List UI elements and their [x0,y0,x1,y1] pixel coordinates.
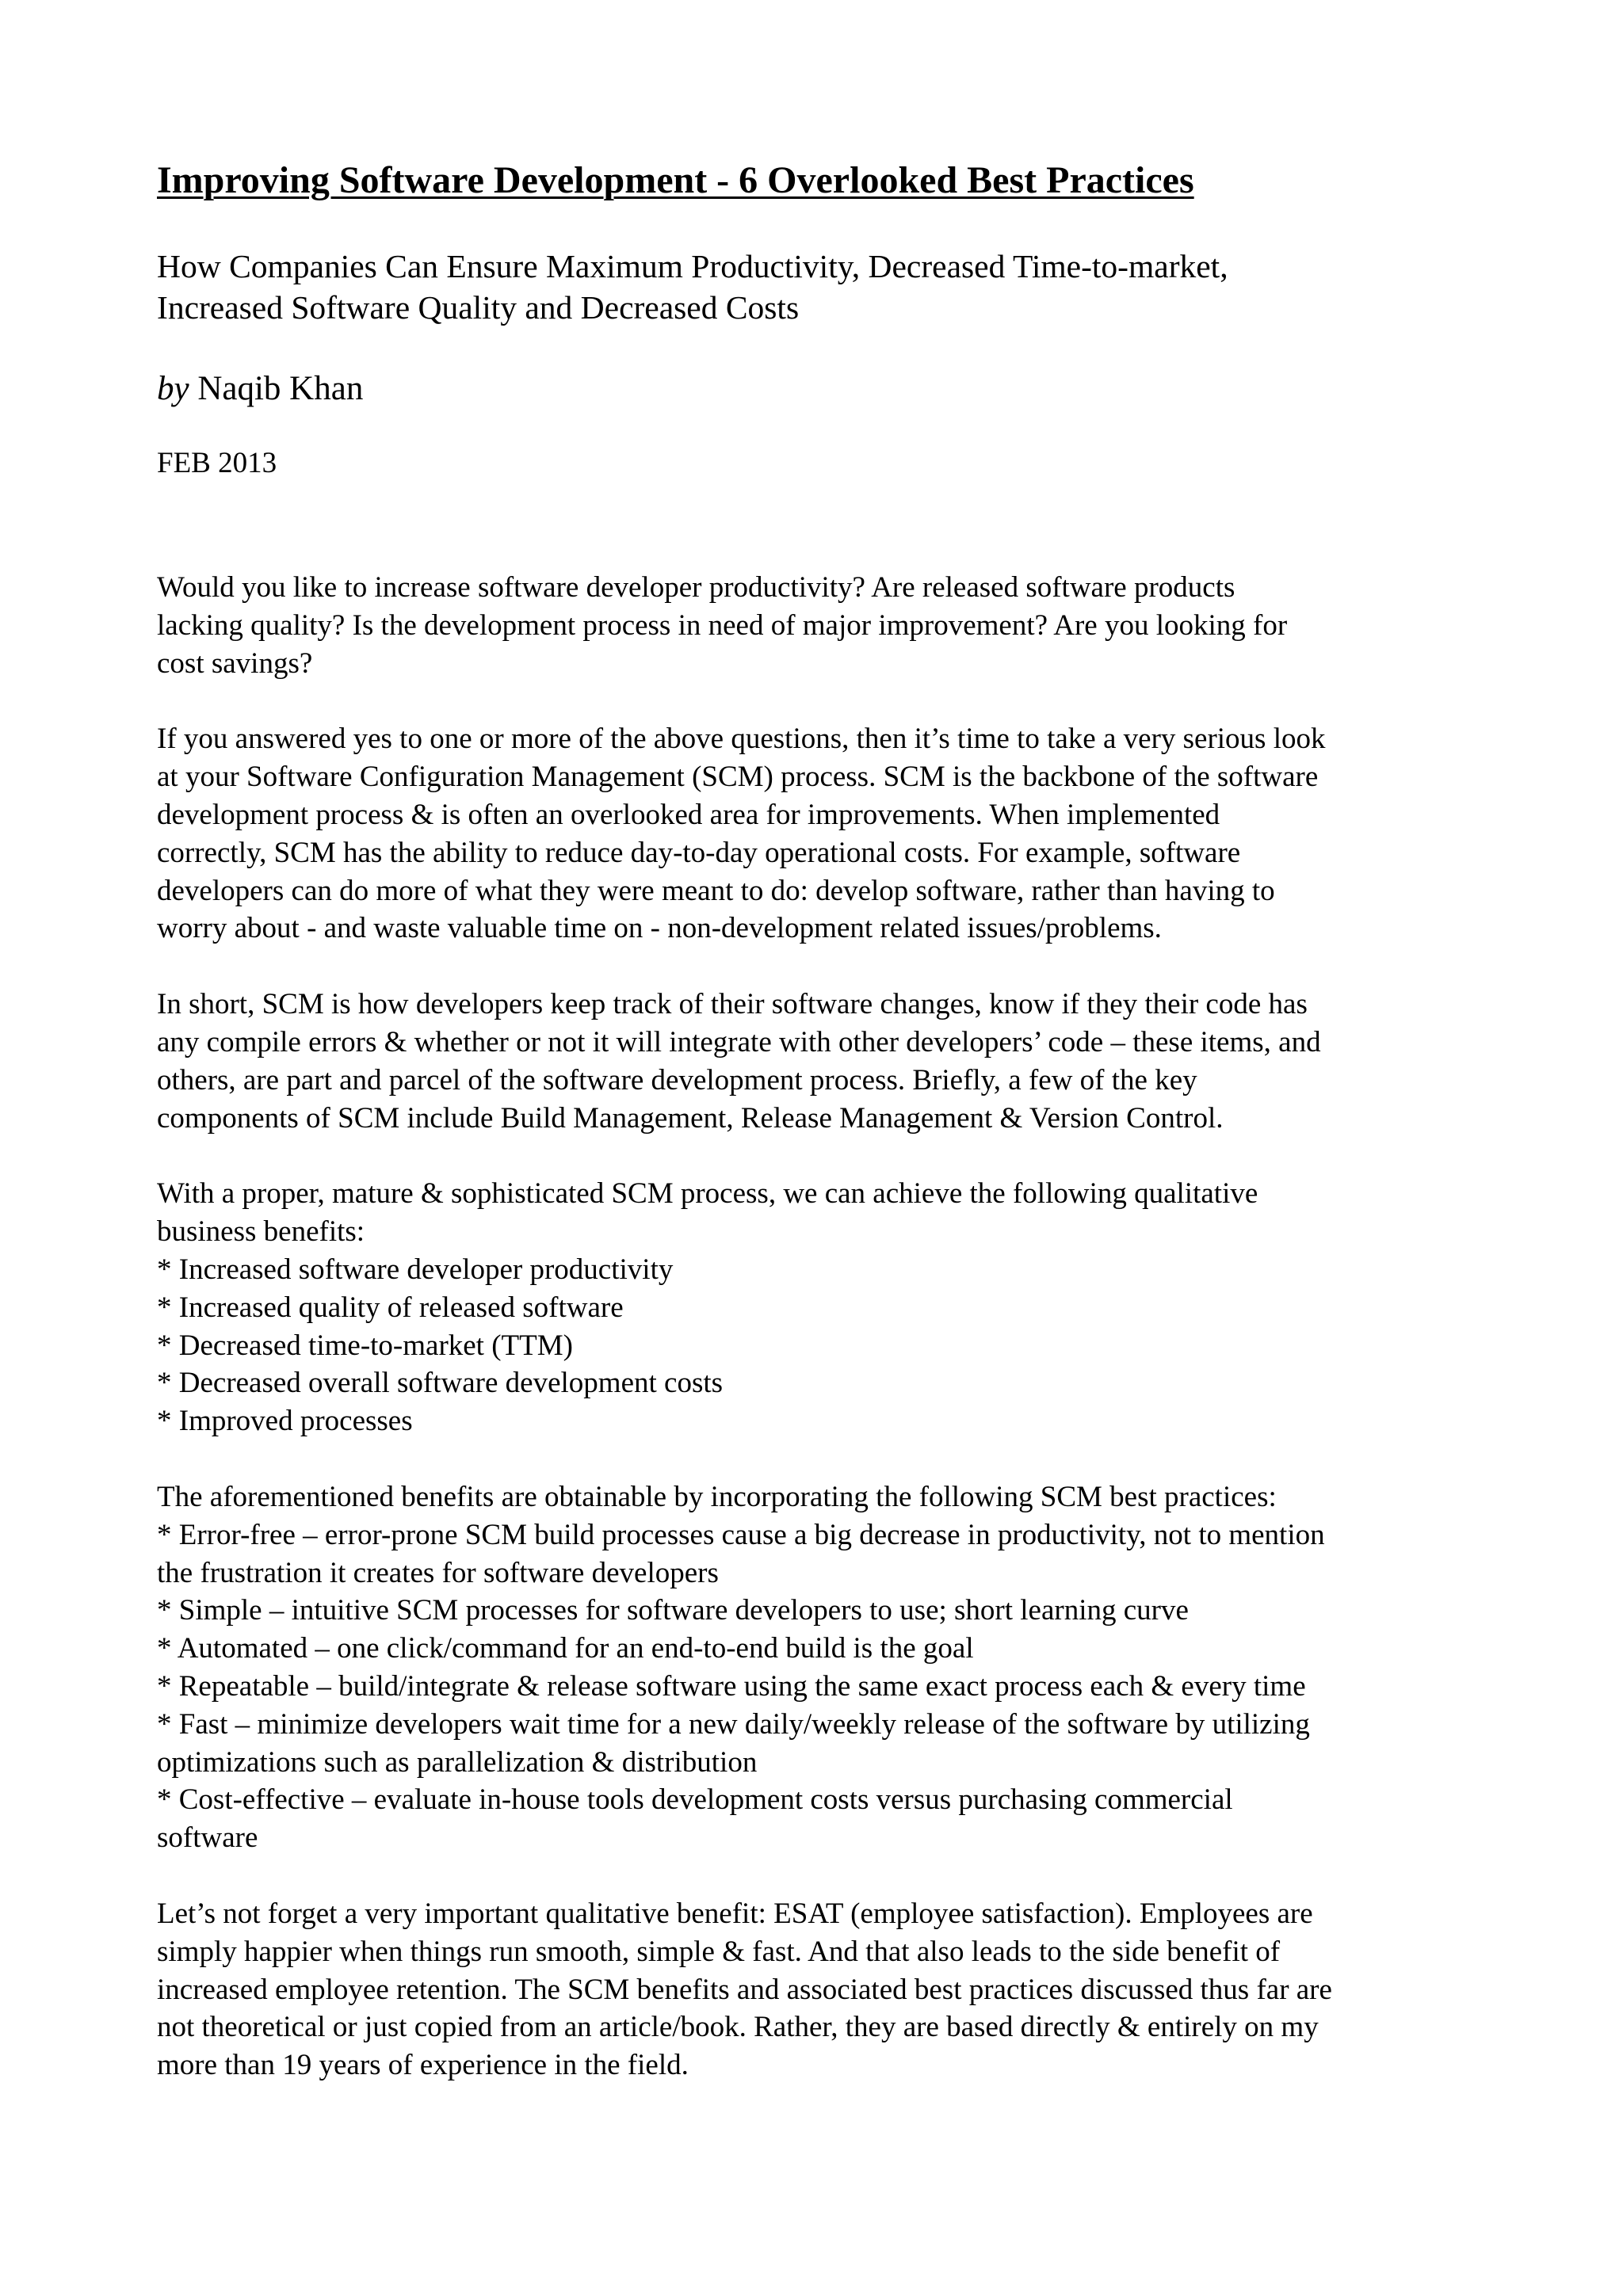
text-line: lacking quality? Is the development process in need of major improvement? Are you looking for [157,608,1288,642]
text-line: Let’s not forget a very important qualitative benefit: ESAT (employee satisfaction). Employees are [157,1897,1313,1930]
paragraph-esat [157,1895,1488,2084]
list-item: * Decreased time-to-market (TTM) [157,1329,573,1362]
list-item: * Decreased overall software development costs [157,1367,724,1400]
text-line: correctly, SCM has the ability to reduce day-to-day operational costs. For example, software [157,836,1241,869]
paragraph-intro-questions [157,569,1488,682]
list-item: optimizations such as parallelization & distribution [157,1745,758,1779]
text-line: Would you like to increase software developer productivity? Are released software products [157,571,1235,604]
list-item: the frustration it creates for software developers [157,1556,719,1589]
list-item: software [157,1821,258,1855]
text-line: With a proper, mature & sophisticated SCM process, we can achieve the following qualitative [157,1177,1258,1211]
list-item: * Repeatable – build/integrate & release software using the same exact process each & every time [157,1669,1306,1703]
text-line: any compile errors & whether or not it will integrate with other developers’ code – these items, and [157,1025,1321,1058]
article-body [157,569,1488,2084]
list-item: * Improved processes [157,1405,413,1438]
text-line: development process & is often an overlooked area for improvements. When implemented [157,798,1220,831]
paragraph-scm-overview [157,720,1488,948]
text-line: increased employee retention. The SCM benefits and associated best practices discussed thus far are [157,1973,1332,2006]
text-line: more than 19 years of experience in the field. [157,2049,689,2082]
text-line: business benefits: [157,1215,365,1249]
paragraph-benefits [157,1175,1488,1440]
text-line: In short, SCM is how developers keep track of their software changes, know if they their code has [157,988,1308,1021]
text-line: worry about - and waste valuable time on - non-development related issues/problems. [157,912,1162,945]
list-item: * Automated – one click/command for an end-to-end build is the goal [157,1632,974,1665]
list-item: * Fast – minimize developers wait time for a new daily/weekly release of the software by utilizing [157,1707,1310,1741]
author-byline [157,368,1488,410]
text-line: simply happier when things run smooth, simple & fast. And that also leads to the side benefit of [157,1935,1281,1968]
text-line: If you answered yes to one or more of the above questions, then it’s time to take a very serious look [157,723,1326,756]
text-line: The aforementioned benefits are obtainable by incorporating the following SCM best practices: [157,1480,1277,1513]
practices-list [157,1516,1488,1857]
list-item: * Increased software developer productivity [157,1253,674,1286]
subtitle-line: Increased Software Quality and Decreased Costs [157,289,800,326]
text-line: cost savings? [157,646,313,680]
benefits-list [157,1251,1488,1440]
text-line: components of SCM include Build Management, Release Management & Version Control. [157,1101,1224,1135]
paragraph-best-practices [157,1478,1488,1857]
publication-date: FEB 2013 [157,447,277,479]
author-name: Naqib Khan [197,370,364,407]
list-item: * Simple – intuitive SCM processes for software developers to use; short learning curve [157,1594,1189,1627]
document-subtitle [157,246,1488,328]
list-item: * Increased quality of released software [157,1291,624,1324]
paragraph-scm-definition [157,986,1488,1137]
text-line: developers can do more of what they were meant to do: develop software, rather than having to [157,874,1275,907]
text-line: at your Software Configuration Management (SCM) process. SCM is the backbone of the software [157,761,1319,794]
text-line: others, are part and parcel of the software development process. Briefly, a few of the key [157,1063,1197,1097]
subtitle-line: How Companies Can Ensure Maximum Productivity, Decreased Time-to-market, [157,248,1228,284]
list-item: * Cost-effective – evaluate in-house tools development costs versus purchasing commercial [157,1783,1233,1817]
document-title: Improving Software Development - 6 Overlooked Best Practices [157,159,1194,201]
list-item: * Error-free – error-prone SCM build processes cause a big decrease in productivity, not to mention [157,1518,1325,1551]
byline-prefix: by [157,370,189,407]
text-line: not theoretical or just copied from an article/book. Rather, they are based directly & entirely on my [157,2011,1319,2044]
document-content [157,157,1488,2084]
